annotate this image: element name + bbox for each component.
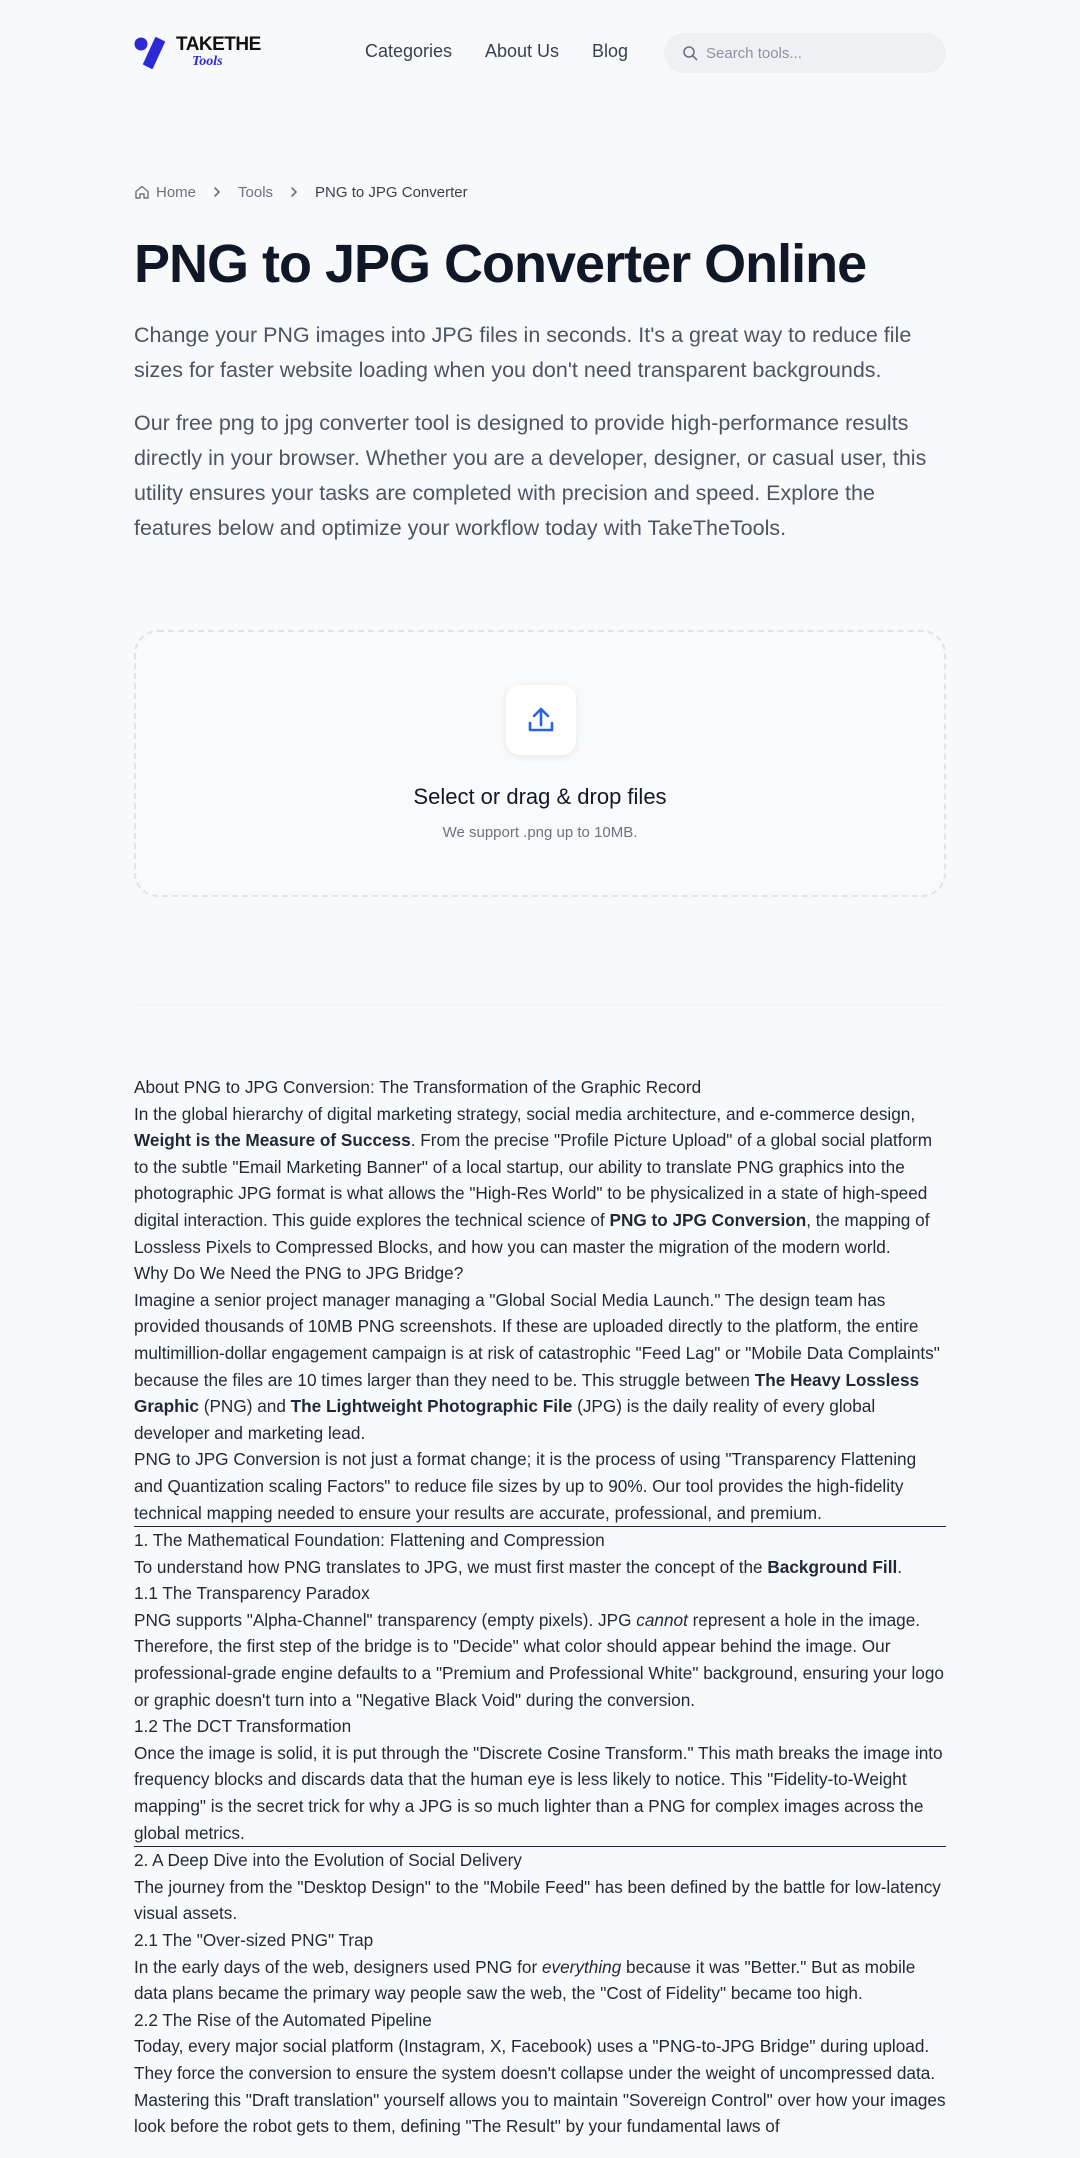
article-content [134,1074,946,2140]
article-heading: 1. The Mathematical Foundation: Flattening and Compression [134,1530,605,1551]
breadcrumb [134,181,468,203]
breadcrumb-home[interactable]: Home [156,183,197,201]
intro-paragraph: Change your PNG images into JPG files in seconds. It's a great way to reduce file sizes for faster website loading when you don't need transparent backgrounds. [134,323,912,382]
logo-mark-icon [134,34,170,70]
chevron-right-icon [287,185,301,199]
site-header [0,0,1080,106]
article-subheading: 1.2 The DCT Transformation [134,1716,352,1737]
article-heading: About PNG to JPG Conversion: The Transformation of the Graphic Record [134,1077,702,1097]
description-paragraph: Our free png to jpg converter tool is designed to provide high-performance results directly in your browser. Whether you are a developer, designer, or casual user, this utility ensures your tasks are completed with precision and speed. Explore the features below and optimize your workflow today with TakeTheTools. [134,411,927,540]
nav-about-link[interactable]: About Us [485,41,560,61]
section-divider [134,1004,946,1005]
logo-text-secondary: Tools [192,54,223,69]
search-box[interactable] [664,33,946,73]
home-icon [134,184,150,200]
nav-about[interactable] [485,41,559,62]
dropzone-subtitle: We support .png up to 10MB. [442,824,638,841]
breadcrumb-current: PNG to JPG Converter [315,183,468,201]
article-subheading: 2.2 The Rise of the Automated Pipeline [134,2009,432,2030]
article-subheading: 1.1 The Transparency Paradox [134,1583,370,1604]
article-paragraph: Imagine a senior project manager managing a "Global Social Media Launch." The design team has provided thousands of 10MB PNG screenshots. If these are uploaded directly to the platform, the entire multimillion-dollar engagement campaign is at risk of catastrophic "Feed Lag" or "Mobile Data Complaints" because the files are 10 times larger than they need to be. This struggle between The Heavy Lossless Graphic (PNG) and The Lightweight Photographic File (JPG) is the daily reality of every global developer and marketing lead. [134,1289,940,1443]
nav-blog-link[interactable]: Blog [592,41,629,61]
article-paragraph: PNG supports "Alpha-Channel" transparency (empty pixels). JPG cannot represent a hole in the image. Therefore, the first step of the bridge is to "Decide" what color should appear behind the image. Our professional-grade engine defaults to a "Premium and Professional White" background, ensuring your logo or graphic doesn't turn into a "Negative Black Void" during the conversion. [134,1609,944,1710]
article-heading: 2. A Deep Dive into the Evolution of Social Delivery [134,1850,522,1871]
search-input[interactable] [706,33,931,73]
article-paragraph: The journey from the "Desktop Design" to the "Mobile Feed" has been defined by the battle for low-latency visual assets. [134,1876,941,1924]
upload-button[interactable] [506,685,576,755]
article-paragraph: To understand how PNG translates to JPG, we must first master the concept of the Background Fill. [134,1556,903,1577]
nav-categories-link[interactable]: Categories [365,41,453,61]
brand-logo[interactable] [134,32,261,72]
article-paragraph: PNG to JPG Conversion is not just a format change; it is the process of using "Transparency Flattening and Quantization scaling Factors" to reduce file sizes by up to 90%. Our tool provides the high-fidelity technical mapping needed to ensure your results are accurate, professional, and premium. [134,1449,917,1523]
article-paragraph: Once the image is solid, it is put through the "Discrete Cosine Transform." This math breaks the image into frequency blocks and discards data that the human eye is less likely to notice. This "Fidelity-to-Weight mapping" is the secret trick for why a JPG is so much lighter than a PNG for complex images across the global metrics. [134,1742,943,1843]
article-heading: Why Do We Need the PNG to JPG Bridge? [134,1263,464,1284]
article-subheading: 2.1 The "Over-sized PNG" Trap [134,1930,374,1950]
upload-icon [525,704,557,736]
logo-text-primary: TAKETHE [176,34,261,55]
search-icon [682,45,698,61]
breadcrumb-tools[interactable]: Tools [238,183,274,201]
nav-blog[interactable] [592,41,628,62]
article-paragraph: Today, every major social platform (Instagram, X, Facebook) uses a "PNG-to-JPG Bridge" during upload. They force the conversion to ensure the system doesn't collapse under the weight of uncompressed data. Mastering this "Draft translation" yourself allows you to maintain "Sovereign Control" over how your images look before the robot gets to them, defining "The Result" by your fundamental laws of [134,2036,946,2137]
dropzone-title: Select or drag & drop files [413,784,667,809]
page-title: PNG to JPG Converter Online [134,234,867,294]
nav-categories[interactable] [365,41,452,62]
article-paragraph: In the global hierarchy of digital marketing strategy, social media architecture, and e-commerce design, Weight is the Measure of Success. From the precise "Profile Picture Upload" of a global social platform to the subtle "Email Marketing Banner" of a local startup, our ability to translate PNG graphics into the photographic JPG format is what allows the "High-Res World" to be physicalized in a state of high-speed digital interaction. This guide explores the technical science of PNG to JPG Conversion, the mapping of Lossless Pixels to Compressed Blocks, and how you can master the migration of the modern world. [134,1103,933,1257]
article-paragraph: In the early days of the web, designers used PNG for everything because it was "Better." But as mobile data plans became the primary way people saw the web, the "Cost of Fidelity" became too high. [134,1956,916,2004]
file-dropzone[interactable] [134,630,946,897]
chevron-right-icon [210,185,224,199]
